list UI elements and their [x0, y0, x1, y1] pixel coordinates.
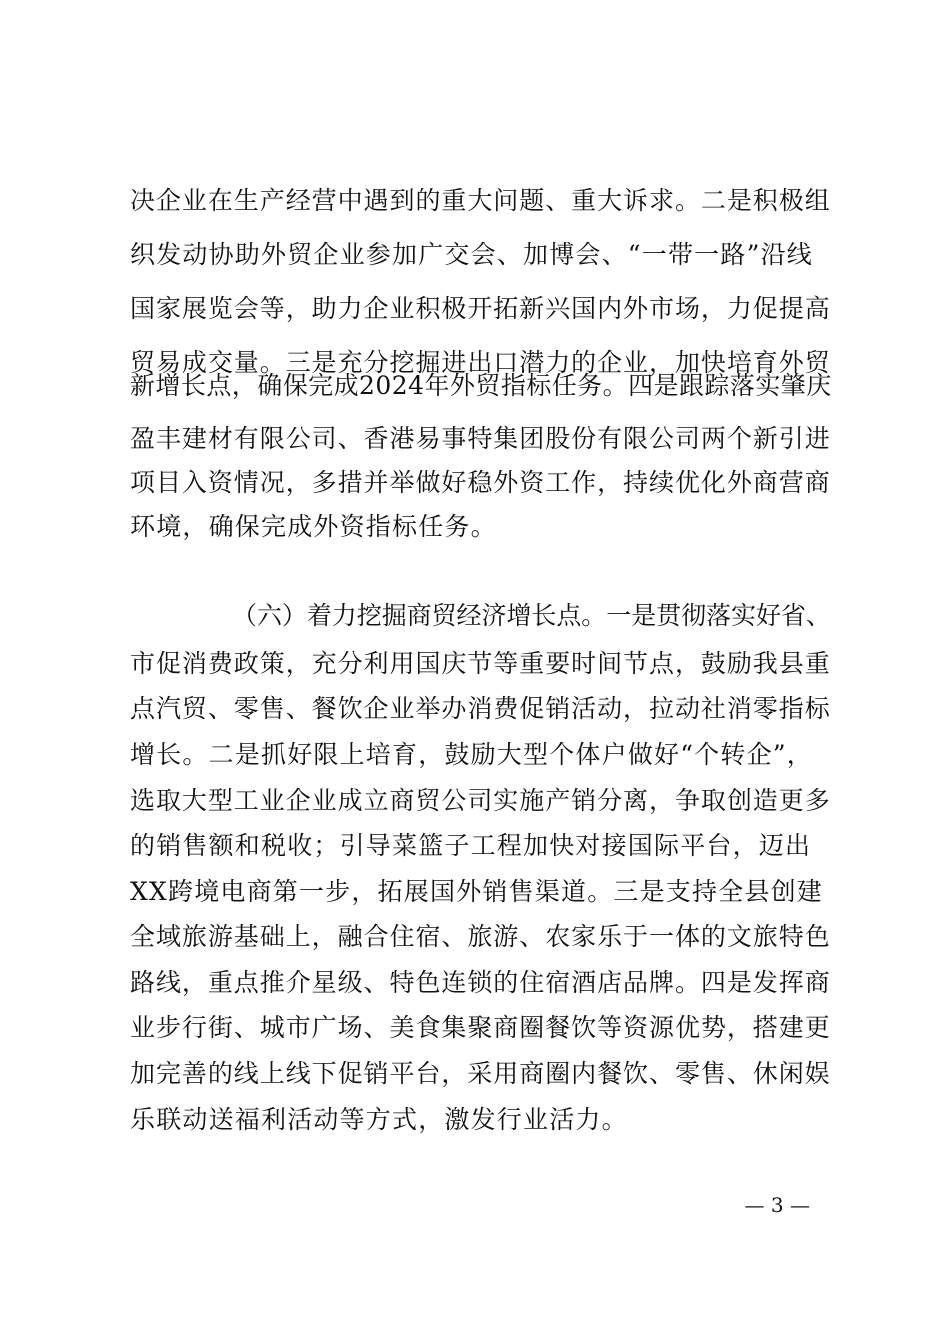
text-line: 点汽贸、零售、餐饮企业举办消费促销活动，拉动社消零指标: [130, 694, 831, 723]
page-number: — 3 —: [744, 1193, 810, 1217]
text-line: 加完善的线上线下促销平台，采用商圈内餐饮、零售、休闲娱: [130, 1059, 831, 1088]
text-line: 路线，重点推介星级、特色连锁的住宿酒店品牌。四是发挥商: [130, 968, 831, 997]
text-line: 织发动协助外贸企业参加广交会、加博会、“一带一路”沿线: [130, 240, 813, 269]
text-line: 盈丰建材有限公司、香港易事特集团股份有限公司两个新引进: [130, 424, 831, 453]
text-line: 决企业在生产经营中遇到的重大问题、重大诉求。二是积极组: [130, 186, 831, 215]
text-line: 新增长点，确保完成2024年外贸指标任务。四是跟踪落实肇庆: [130, 371, 832, 400]
text-line: 项目入资情况，多措并举做好稳外资工作，持续优化外商营商: [130, 468, 831, 497]
text-line: 贸易成交量。三是充分挖掘进出口潜力的企业，加快培育外贸: [130, 348, 831, 377]
text-line: 环境，确保完成外资指标任务。: [130, 512, 497, 541]
text-line: 乐联动送福利活动等方式，激发行业活力。: [130, 1105, 628, 1134]
text-line: 增长。二是抓好限上培育，鼓励大型个体户做好“个转企”，: [130, 740, 813, 769]
text-line: 的销售额和税收；引导菜篮子工程加快对接国际平台，迈出: [130, 831, 812, 860]
text-line: 选取大型工业企业成立商贸公司实施产销分离，争取创造更多: [130, 786, 831, 815]
section-heading-line: （六）着力挖掘商贸经济增长点。一是贯彻落实好省、: [232, 601, 831, 630]
text-line: XX跨境电商第一步，拓展国外销售渠道。三是支持全县创建: [130, 877, 823, 906]
text-line: 全域旅游基础上，融合住宿、旅游、农家乐于一体的文旅特色: [130, 922, 831, 951]
text-line: 市促消费政策，充分利用国庆节等重要时间节点，鼓励我县重: [130, 649, 831, 678]
text-line: 业步行街、城市广场、美食集聚商圈餐饮等资源优势，搭建更: [130, 1013, 831, 1042]
text-line: 国家展览会等，助力企业积极开拓新兴国内外市场，力促提高: [130, 294, 831, 323]
